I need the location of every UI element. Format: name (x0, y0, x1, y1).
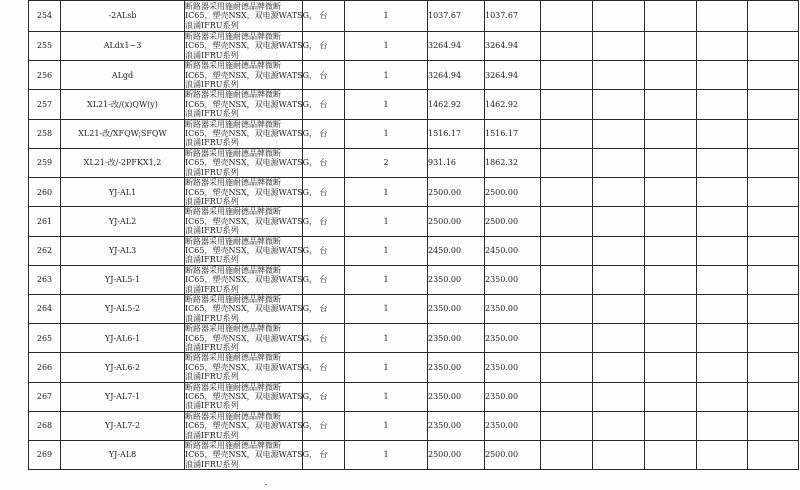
description-line: 断路器采用施耐德品牌微断 (185, 265, 281, 275)
empty-cell (593, 265, 645, 294)
empty-cell (748, 148, 799, 177)
empty-cell (541, 148, 593, 177)
empty-cell (593, 324, 645, 353)
row-number: 261 (29, 207, 61, 236)
empty-cell (593, 90, 645, 119)
item-description (185, 324, 318, 353)
empty-cell (593, 353, 645, 382)
item-description (185, 294, 318, 323)
row-number: 265 (29, 324, 61, 353)
table-row (29, 265, 799, 294)
item-description (185, 119, 318, 148)
description-line: 浪涌IFRU系列 (185, 226, 239, 236)
description-line: IC65，塑壳NSX，双电源WATSG， (185, 450, 318, 460)
empty-cell (748, 61, 799, 90)
quantity: 1 (345, 411, 428, 440)
unit: 台 (303, 178, 345, 207)
total-price: 1516.17 (485, 119, 541, 148)
empty-cell (697, 353, 748, 382)
item-description (185, 441, 318, 470)
unit: 台 (303, 441, 345, 470)
empty-cell (593, 441, 645, 470)
quantity: 1 (345, 236, 428, 265)
empty-cell (748, 382, 799, 411)
unit: 台 (303, 148, 345, 177)
item-description (185, 61, 318, 90)
item-name: YJ-AL2 (61, 207, 185, 236)
row-number: 268 (29, 411, 61, 440)
empty-cell (541, 90, 593, 119)
table-row (29, 353, 799, 382)
unit: 台 (303, 90, 345, 119)
description-line: 断路器采用施耐德品牌微断 (185, 441, 281, 451)
empty-cell (645, 90, 697, 119)
total-price: 2350.00 (485, 411, 541, 440)
empty-cell (748, 32, 799, 61)
empty-cell (541, 119, 593, 148)
description-line: 断路器采用施耐德品牌微断 (185, 294, 281, 304)
empty-cell (541, 441, 593, 470)
empty-cell (541, 265, 593, 294)
description-line: 浪涌IFRU系列 (185, 430, 239, 440)
total-price: 2500.00 (485, 207, 541, 236)
description-line: 断路器采用施耐德品牌微断 (185, 32, 281, 41)
item-name: YJ-AL1 (61, 178, 185, 207)
quantity: 1 (345, 324, 428, 353)
item-name: XL21-改/-2PFKX1,2 (61, 148, 185, 177)
total-price: 2500.00 (485, 441, 541, 470)
description-line: IC65，塑壳NSX，双电源WATSG， (185, 99, 318, 109)
description-line: IC65，塑壳NSX，双电源WATSG， (185, 392, 318, 402)
quantity: 1 (345, 294, 428, 323)
empty-cell (697, 324, 748, 353)
total-price: 1037.67 (485, 1, 541, 32)
empty-cell (541, 236, 593, 265)
empty-cell (748, 265, 799, 294)
row-number: 258 (29, 119, 61, 148)
row-number: 254 (29, 1, 61, 32)
empty-cell (541, 61, 593, 90)
table-row (29, 32, 799, 61)
total-price: 2350.00 (485, 265, 541, 294)
description-line: IC65，塑壳NSX，双电源WATSG， (185, 70, 318, 80)
empty-cell (593, 178, 645, 207)
item-description (185, 265, 318, 294)
empty-cell (645, 353, 697, 382)
item-name: YJ-AL3 (61, 236, 185, 265)
empty-cell (748, 236, 799, 265)
description-line: IC65，塑壳NSX，双电源WATSG， (185, 362, 318, 372)
description-line: 断路器采用施耐德品牌微断 (185, 1, 281, 11)
quantity: 1 (345, 441, 428, 470)
item-description (185, 236, 318, 265)
empty-cell (748, 207, 799, 236)
quantity: 1 (345, 61, 428, 90)
row-number: 269 (29, 441, 61, 470)
empty-cell (697, 1, 748, 32)
empty-cell (697, 294, 748, 323)
unit-price: 2350.00 (428, 324, 485, 353)
empty-cell (593, 294, 645, 323)
unit: 台 (303, 236, 345, 265)
empty-cell (748, 441, 799, 470)
item-name: YJ-AL6-1 (61, 324, 185, 353)
item-name: YJ-AL7-2 (61, 411, 185, 440)
description-line: 断路器采用施耐德品牌微断 (185, 90, 281, 100)
description-line: IC65，塑壳NSX，双电源WATSG， (185, 304, 318, 314)
description-line: 浪涌IFRU系列 (185, 401, 239, 411)
quantity: 2 (345, 148, 428, 177)
empty-cell (645, 1, 697, 32)
row-number: 263 (29, 265, 61, 294)
empty-cell (697, 236, 748, 265)
empty-cell (697, 61, 748, 90)
empty-cell (645, 61, 697, 90)
table-body (29, 1, 799, 470)
empty-cell (697, 178, 748, 207)
item-name: YJ-AL5-1 (61, 265, 185, 294)
empty-cell (541, 1, 593, 32)
description-line: 浪涌IFRU系列 (185, 284, 239, 294)
total-price: 2450.00 (485, 236, 541, 265)
item-name: ALgd (61, 61, 185, 90)
unit: 台 (303, 32, 345, 61)
empty-cell (593, 382, 645, 411)
empty-cell (697, 441, 748, 470)
quantity: 1 (345, 382, 428, 411)
quantity: 1 (345, 353, 428, 382)
empty-cell (645, 119, 697, 148)
unit: 台 (303, 353, 345, 382)
item-description (185, 178, 318, 207)
empty-cell (697, 90, 748, 119)
empty-cell (645, 236, 697, 265)
empty-cell (645, 324, 697, 353)
unit-price: 3264.94 (428, 61, 485, 90)
scan-speck (265, 484, 267, 485)
total-price: 1462.92 (485, 90, 541, 119)
row-number: 266 (29, 353, 61, 382)
empty-cell (593, 119, 645, 148)
description-line: IC65，塑壳NSX，双电源WATSG， (185, 129, 318, 139)
empty-cell (541, 324, 593, 353)
bill-of-quantities-table (28, 0, 799, 470)
table-row (29, 90, 799, 119)
unit: 台 (303, 61, 345, 90)
empty-cell (541, 32, 593, 61)
empty-cell (645, 178, 697, 207)
description-line: 断路器采用施耐德品牌微断 (185, 61, 281, 71)
empty-cell (645, 207, 697, 236)
empty-cell (645, 441, 697, 470)
item-description (185, 207, 318, 236)
table-row (29, 294, 799, 323)
unit-price: 2500.00 (428, 207, 485, 236)
item-name: YJ-AL6-2 (61, 353, 185, 382)
quantity: 1 (345, 265, 428, 294)
table-row (29, 324, 799, 353)
description-line: IC65，塑壳NSX，双电源WATSG， (185, 333, 318, 343)
quantity: 1 (345, 1, 428, 32)
empty-cell (645, 382, 697, 411)
empty-cell (697, 32, 748, 61)
total-price: 3264.94 (485, 32, 541, 61)
quantity: 1 (345, 178, 428, 207)
row-number: 257 (29, 90, 61, 119)
table-row (29, 382, 799, 411)
empty-cell (593, 207, 645, 236)
description-line: IC65，塑壳NSX，双电源WATSG， (185, 421, 318, 431)
empty-cell (593, 411, 645, 440)
empty-cell (593, 236, 645, 265)
empty-cell (645, 32, 697, 61)
description-line: 浪涌IFRU系列 (185, 196, 239, 206)
description-line: 断路器采用施耐德品牌微断 (185, 148, 281, 158)
description-line: 浪涌IFRU系列 (185, 109, 239, 119)
item-description (185, 32, 318, 61)
quantity: 1 (345, 119, 428, 148)
item-description (185, 90, 318, 119)
description-line: 浪涌IFRU系列 (185, 459, 239, 469)
unit: 台 (303, 411, 345, 440)
item-description (185, 382, 318, 411)
description-line: 浪涌IFRU系列 (185, 50, 239, 60)
empty-cell (541, 294, 593, 323)
total-price: 2350.00 (485, 382, 541, 411)
empty-cell (645, 265, 697, 294)
unit: 台 (303, 382, 345, 411)
empty-cell (748, 294, 799, 323)
description-line: IC65，塑壳NSX，双电源WATSG， (185, 11, 318, 21)
empty-cell (541, 178, 593, 207)
table-row (29, 207, 799, 236)
quantity: 1 (345, 90, 428, 119)
empty-cell (541, 411, 593, 440)
item-name: YJ-AL5-2 (61, 294, 185, 323)
description-line: 断路器采用施耐德品牌微断 (185, 207, 281, 217)
description-line: IC65，塑壳NSX，双电源WATSG， (185, 245, 318, 255)
row-number: 267 (29, 382, 61, 411)
table-row (29, 1, 799, 32)
table-row (29, 61, 799, 90)
description-line: 浪涌IFRU系列 (185, 20, 239, 30)
empty-cell (748, 119, 799, 148)
empty-cell (541, 353, 593, 382)
unit-price: 2500.00 (428, 441, 485, 470)
description-line: 浪涌IFRU系列 (185, 313, 239, 323)
total-price: 2350.00 (485, 353, 541, 382)
description-line: 断路器采用施耐德品牌微断 (185, 411, 281, 421)
table-row (29, 178, 799, 207)
item-name: ALdx1~3 (61, 32, 185, 61)
empty-cell (748, 411, 799, 440)
unit: 台 (303, 324, 345, 353)
description-line: IC65，塑壳NSX，双电源WATSG， (185, 41, 318, 51)
description-line: 断路器采用施耐德品牌微断 (185, 353, 281, 363)
empty-cell (697, 119, 748, 148)
unit-price: 2350.00 (428, 353, 485, 382)
empty-cell (748, 1, 799, 32)
description-line: 浪涌IFRU系列 (185, 80, 239, 90)
empty-cell (748, 90, 799, 119)
unit-price: 1462.92 (428, 90, 485, 119)
empty-cell (697, 265, 748, 294)
unit-price: 3264.94 (428, 32, 485, 61)
description-line: IC65，塑壳NSX，双电源WATSG， (185, 275, 318, 285)
empty-cell (645, 411, 697, 440)
description-line: 断路器采用施耐德品牌微断 (185, 119, 281, 129)
empty-cell (748, 178, 799, 207)
total-price: 2350.00 (485, 324, 541, 353)
unit-price: 2500.00 (428, 178, 485, 207)
item-name: XL21-改/XFQW;SFQW (61, 119, 185, 148)
description-line: 浪涌IFRU系列 (185, 343, 239, 352)
row-number: 259 (29, 148, 61, 177)
description-line: 浪涌IFRU系列 (185, 255, 239, 265)
empty-cell (541, 382, 593, 411)
unit: 台 (303, 294, 345, 323)
item-name: -2ALsb (61, 1, 185, 32)
item-description (185, 148, 318, 177)
unit-price: 2350.00 (428, 411, 485, 440)
description-line: 断路器采用施耐德品牌微断 (185, 236, 281, 246)
description-line: 断路器采用施耐德品牌微断 (185, 382, 281, 392)
table-row (29, 148, 799, 177)
empty-cell (748, 353, 799, 382)
unit: 台 (303, 119, 345, 148)
table-row (29, 441, 799, 470)
unit: 台 (303, 207, 345, 236)
unit-price: 2350.00 (428, 265, 485, 294)
total-price: 3264.94 (485, 61, 541, 90)
description-line: IC65，塑壳NSX，双电源WATSG， (185, 158, 318, 168)
empty-cell (541, 207, 593, 236)
item-name: YJ-AL8 (61, 441, 185, 470)
description-line: 浪涌IFRU系列 (185, 167, 239, 177)
item-name: XL21-改/(x)QW(y) (61, 90, 185, 119)
description-line: 浪涌IFRU系列 (185, 138, 239, 148)
total-price: 2500.00 (485, 178, 541, 207)
description-line: 断路器采用施耐德品牌微断 (185, 178, 281, 188)
empty-cell (593, 61, 645, 90)
unit-price: 931.16 (428, 148, 485, 177)
empty-cell (697, 148, 748, 177)
description-line: 断路器采用施耐德品牌微断 (185, 324, 281, 334)
table-row (29, 411, 799, 440)
unit-price: 1037.67 (428, 1, 485, 32)
item-description (185, 411, 318, 440)
description-line: IC65，塑壳NSX，双电源WATSG， (185, 216, 318, 226)
empty-cell (697, 411, 748, 440)
empty-cell (645, 294, 697, 323)
row-number: 255 (29, 32, 61, 61)
row-number: 262 (29, 236, 61, 265)
empty-cell (593, 32, 645, 61)
empty-cell (697, 382, 748, 411)
total-price: 2350.00 (485, 294, 541, 323)
quantity: 1 (345, 32, 428, 61)
unit-price: 1516.17 (428, 119, 485, 148)
table-row (29, 119, 799, 148)
unit-price: 2350.00 (428, 382, 485, 411)
description-line: IC65，塑壳NSX，双电源WATSG， (185, 187, 318, 197)
empty-cell (593, 1, 645, 32)
item-name: YJ-AL7-1 (61, 382, 185, 411)
unit: 台 (303, 1, 345, 32)
empty-cell (645, 148, 697, 177)
row-number: 256 (29, 61, 61, 90)
table-row (29, 236, 799, 265)
unit-price: 2450.00 (428, 236, 485, 265)
description-line: 浪涌IFRU系列 (185, 372, 239, 382)
unit: 台 (303, 265, 345, 294)
total-price: 1862.32 (485, 148, 541, 177)
item-description (185, 1, 318, 32)
empty-cell (697, 207, 748, 236)
item-description (185, 353, 318, 382)
empty-cell (748, 324, 799, 353)
quantity: 1 (345, 207, 428, 236)
row-number: 264 (29, 294, 61, 323)
row-number: 260 (29, 178, 61, 207)
unit-price: 2350.00 (428, 294, 485, 323)
empty-cell (593, 148, 645, 177)
